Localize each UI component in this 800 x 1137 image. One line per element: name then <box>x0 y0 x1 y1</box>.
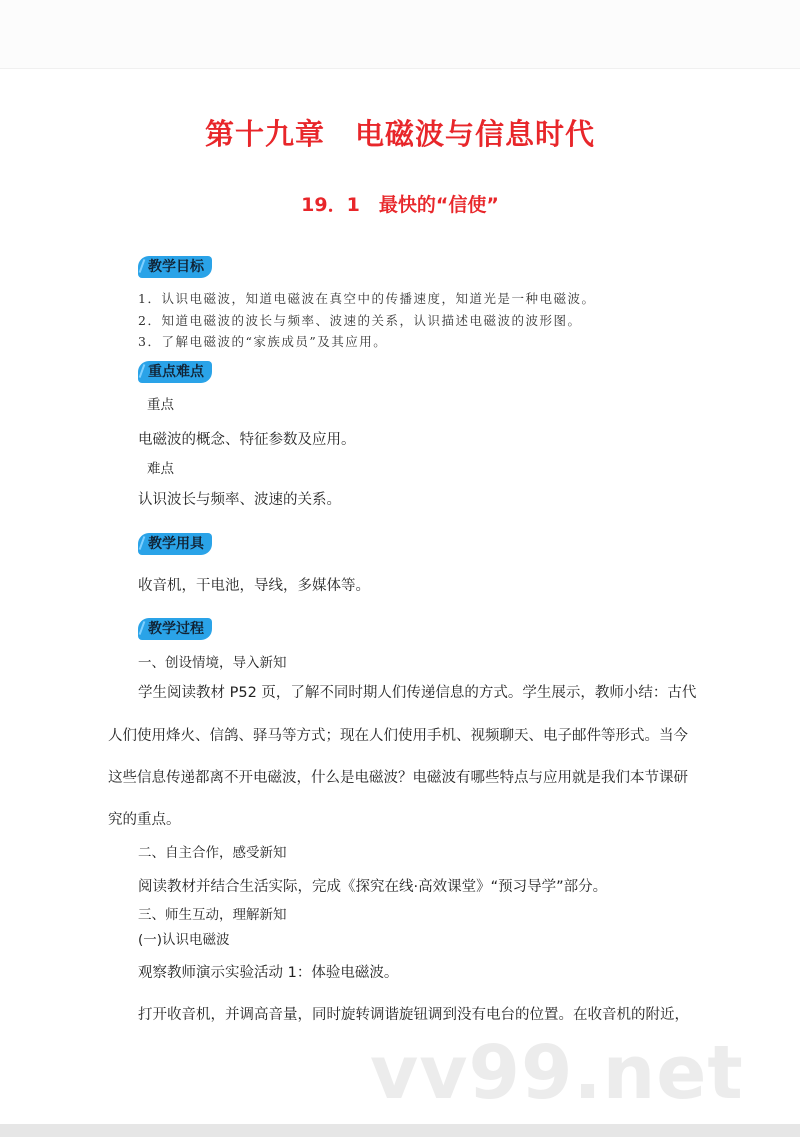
goal-item: 2．知道电磁波的波长与频率、波速的关系，认识描述电磁波的波形图。 <box>138 313 582 328</box>
goal-item: 1．认识电磁波，知道电磁波在真空中的传播速度，知道光是一种电磁波。 <box>138 291 596 306</box>
paragraph-line: 这些信息传递都离不开电磁波，什么是电磁波？电磁波有哪些特点与应用就是我们本节课研 <box>108 770 688 786</box>
hard-label: 难点 <box>147 461 174 477</box>
step-heading: 一、创设情境，导入新知 <box>138 655 287 671</box>
badge-teaching-goals: 教学目标 <box>138 256 212 278</box>
sub-heading: (一)认识电磁波 <box>138 932 230 948</box>
page-top-margin <box>0 0 800 69</box>
page-bottom-edge <box>0 1124 800 1137</box>
goal-item: 3．了解电磁波的“家族成员”及其应用。 <box>138 334 388 349</box>
paragraph-line: 打开收音机，并调高音量，同时旋转调谐旋钮调到没有电台的位置。在收音机的附近， <box>138 1007 689 1023</box>
chapter-title: 第十九章 电磁波与信息时代 <box>204 117 595 151</box>
badge-key-points: 重点难点 <box>138 361 212 383</box>
paragraph-line: 究的重点。 <box>108 812 181 828</box>
paragraph-line: 学生阅读教材 P52 页，了解不同时期人们传递信息的方式。学生展示，教师小结：古代 <box>138 685 697 701</box>
hard-text: 认识波长与频率、波速的关系。 <box>138 492 341 508</box>
step-heading: 二、自主合作，感受新知 <box>138 845 287 861</box>
badge-teaching-process: 教学过程 <box>138 618 212 640</box>
key-text: 电磁波的概念、特征参数及应用。 <box>138 432 356 448</box>
section-title: 19．1 最快的“信使” <box>301 194 499 216</box>
badge-teaching-tools: 教学用具 <box>138 533 212 555</box>
step-heading: 三、师生互动，理解新知 <box>138 907 287 923</box>
paragraph-line: 阅读教材并结合生活实际，完成《探究在线·高效课堂》“预习导学”部分。 <box>138 879 608 895</box>
paragraph-line: 观察教师演示实验活动 1：体验电磁波。 <box>138 965 399 981</box>
key-label: 重点 <box>147 397 174 413</box>
paragraph-line: 人们使用烽火、信鸽、驿马等方式；现在人们使用手机、视频聊天、电子邮件等形式。当今 <box>108 728 688 744</box>
tools-text: 收音机，干电池，导线，多媒体等。 <box>138 578 370 594</box>
watermark: vv99.net <box>370 1030 744 1116</box>
